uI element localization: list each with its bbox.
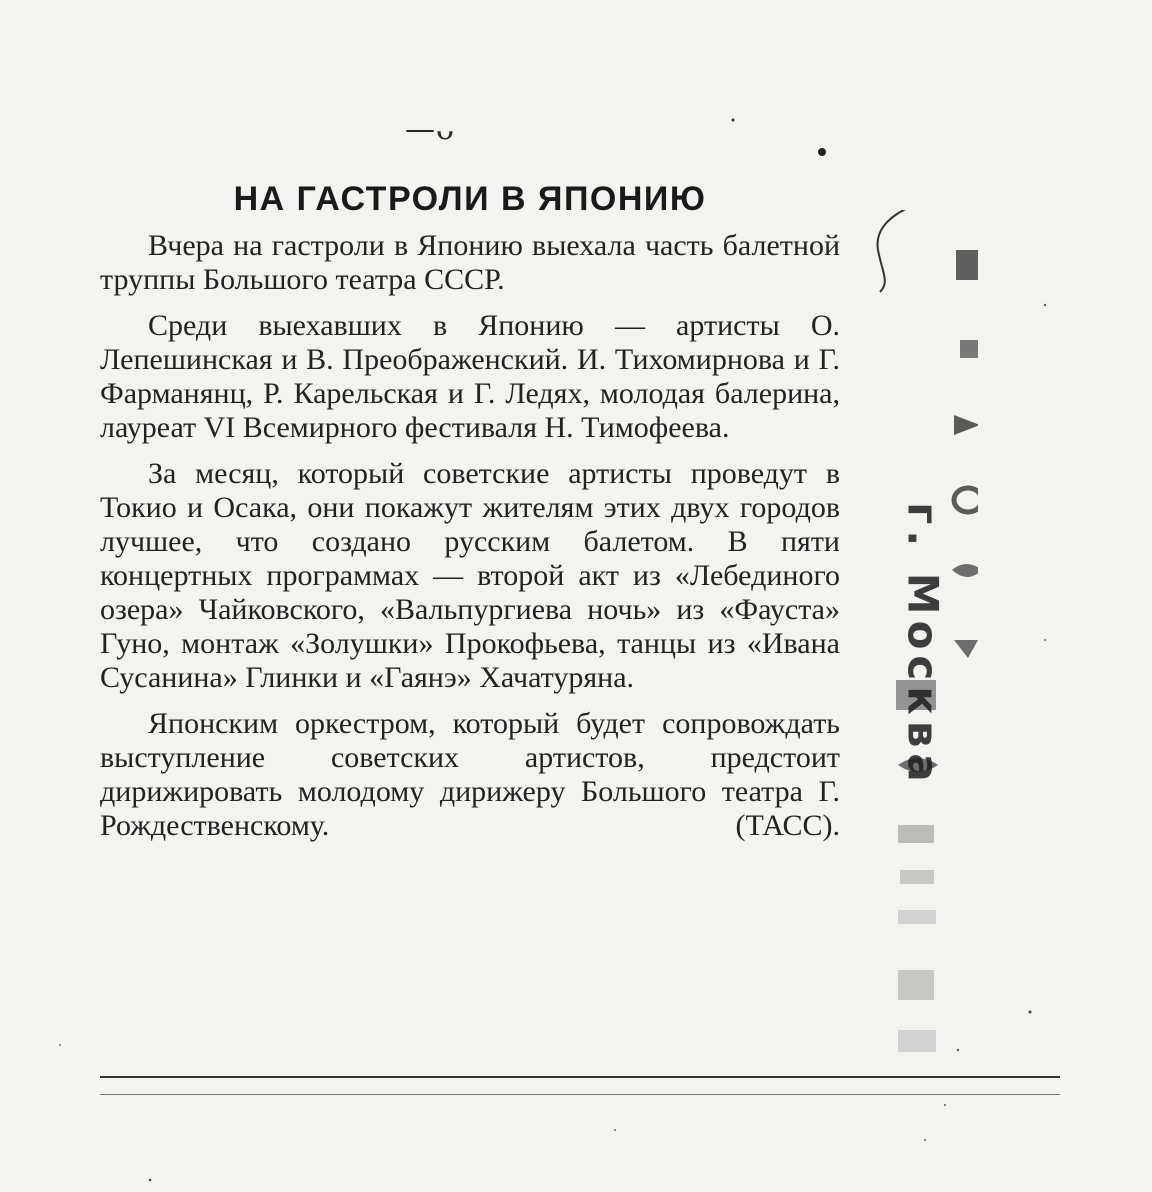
paragraph-2: Среди выехавших в Японию — артисты О. Лепешинская и В. Преображенский. И. Тихомирнова и Г. Фарманянц, Р. Карельская и Г. Ледях, молодая балерина, лауреат VI Всемирного фестиваля Н. Тимофеева. (100, 309, 840, 444)
paragraph-4-text: Японским оркестром, который будет сопровождать выступление советских артистов, предстоит дирижировать молодому дирижеру Большого театра Г. Рождественскому. (100, 707, 840, 842)
paragraph-3: За месяц, который советские артисты проведут в Токио и Осака, они покажут жителям этих двух городов лучшее, что создано русским балетом. В пяти концертных программах — второй акт из «Лебединого озера» Чайковского, «Вальпургиева ночь» из «Фауста» Гуно, монтаж «Золушки» Прокофьева, танцы из «Ивана Сусанина» Глинки и «Гаянэ» Хачатуряна. (100, 457, 840, 694)
signature: (ТАСС). (735, 809, 840, 842)
page-number-mark: —ᴗ (405, 112, 456, 147)
headline: НА ГАСТРОЛИ В ЯПОНИЮ (233, 180, 707, 218)
stamp-text: г. Москва (898, 502, 948, 788)
paragraph-1: Вчера на гастроли в Японию выехала часть балетной труппы Большого театра СССР. (100, 229, 840, 296)
